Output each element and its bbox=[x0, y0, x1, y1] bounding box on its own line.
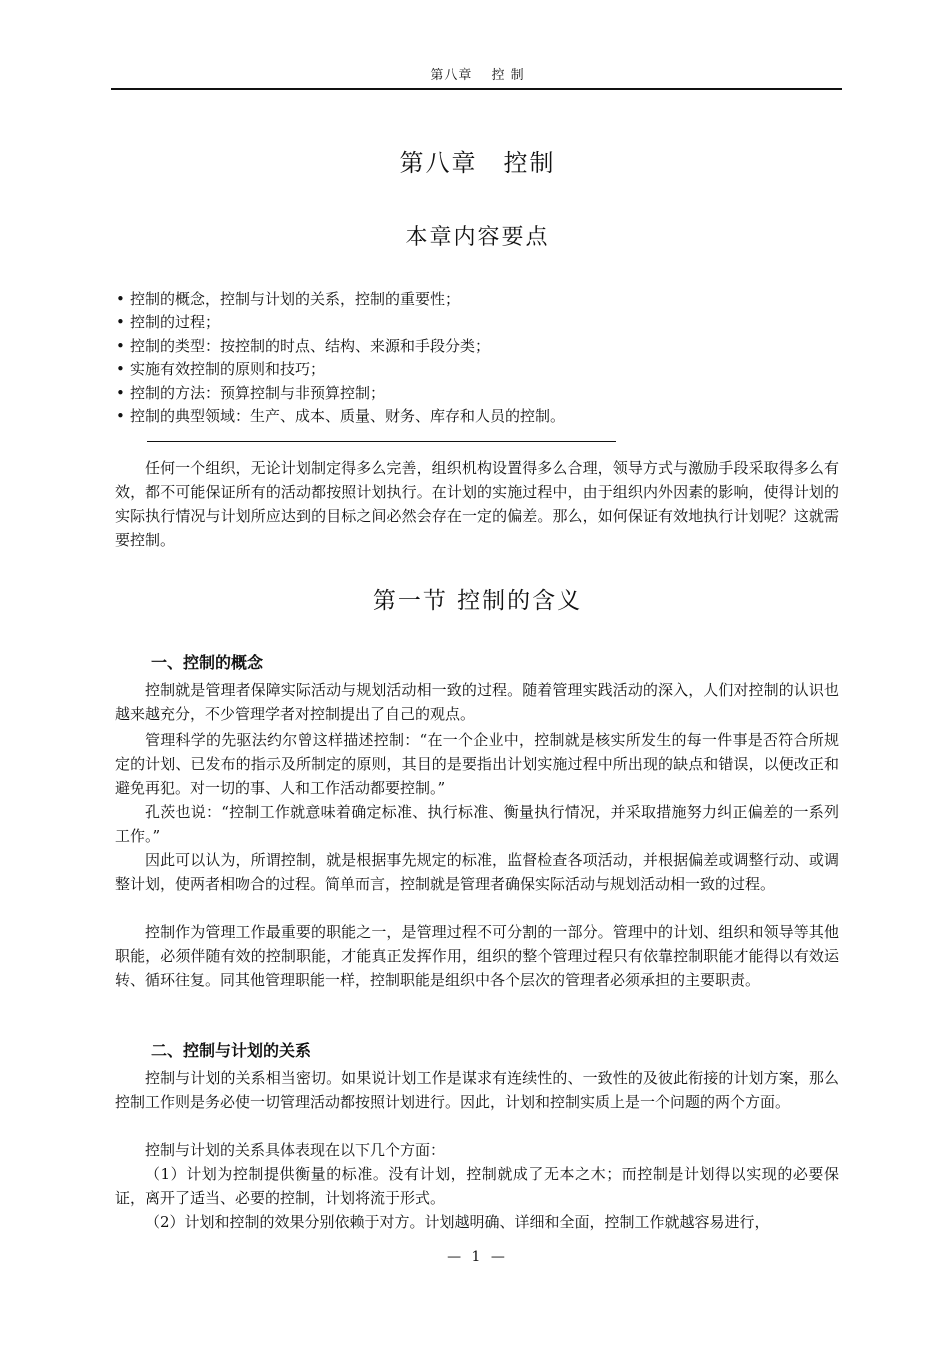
header-rule bbox=[111, 88, 842, 90]
subsection-heading-relation: 二、控制与计划的关系 bbox=[151, 1041, 312, 1060]
body-paragraph: 控制作为管理工作最重要的职能之一，是管理过程不可分割的一部分。管理中的计划、组织和领导等其他职能，必须伴随有效的控制职能，才能真正发挥作用，组织的整个管理过程只有依靠控制职能才能得以有效运转、循环往复。同其他管理职能一样，控制职能是组织中各个层次的管理者必须承担的主要职责。 bbox=[115, 923, 839, 989]
key-point-text: 实施有效控制的原则和技巧； bbox=[130, 360, 326, 379]
bullet-icon: • bbox=[116, 360, 125, 379]
key-point-item bbox=[116, 335, 836, 358]
key-point-text: 控制的方法：预算控制与非预算控制； bbox=[130, 383, 386, 402]
chapter-title: 第八章 控制 bbox=[399, 149, 556, 177]
bullet-icon: • bbox=[116, 336, 125, 355]
bullet-icon: • bbox=[116, 313, 125, 332]
body-paragraph: 控制与计划的关系具体表现在以下几个方面： bbox=[145, 1141, 446, 1159]
key-points-heading: 本章内容要点 bbox=[405, 225, 550, 250]
page-number: — 1 — bbox=[447, 1249, 508, 1265]
body-paragraph: 管理科学的先驱法约尔曾这样描述控制：“在一个企业中，控制就是核实所发生的每一件事是否符合所规定的计划、已发布的指示及所制定的原则，其目的是要指出计划实施过程中所出现的缺点和错误，以便改正和避免再犯。对一切的事、人和工作活动都要控制。” bbox=[115, 731, 839, 797]
key-point-text: 控制的概念，控制与计划的关系，控制的重要性； bbox=[130, 290, 461, 308]
key-point-item bbox=[116, 358, 836, 381]
bullet-icon: • bbox=[116, 406, 125, 425]
intro-paragraph: 任何一个组织，无论计划制定得多么完善，组织机构设置得多么合理，领导方式与激励手段采取得多么有效，都不可能保证所有的活动都按照计划执行。在计划的实施过程中，由于组织内外因素的影响，使得计划的实际执行情况与计划所应达到的目标之间必然会存在一定的偏差。那么，如何保证有效地执行计划呢？这就需要控制。 bbox=[115, 459, 839, 549]
key-point-text: 控制的典型领域：生产、成本、质量、财务、库存和人员的控制。 bbox=[130, 406, 566, 425]
body-paragraph: （1）计划为控制提供衡量的标准。没有计划，控制就成了无本之木；而控制是计划得以实现的必要保证，离开了适当、必要的控制，计划将流于形式。 bbox=[115, 1165, 839, 1207]
key-point-text: 控制的类型：按控制的时点、结构、来源和手段分类； bbox=[130, 336, 491, 355]
bullet-icon: • bbox=[116, 383, 125, 402]
body-paragraph: 控制就是管理者保障实际活动与规划活动相一致的过程。随着管理实践活动的深入，人们对控制的认识也越来越充分，不少管理学者对控制提出了自己的观点。 bbox=[115, 681, 839, 723]
subsection-heading-concept: 一、控制的概念 bbox=[151, 653, 264, 672]
body-paragraph: （2）计划和控制的效果分别依赖于对方。计划越明确、详细和全面，控制工作就越容易进行， bbox=[145, 1213, 770, 1231]
key-point-item bbox=[116, 288, 836, 311]
section-title: 第一节 控制的含义 bbox=[372, 588, 583, 614]
key-point-item bbox=[116, 405, 836, 428]
key-point-item bbox=[116, 311, 836, 334]
separator-rule bbox=[147, 441, 616, 442]
body-paragraph: 孔茨也说：“控制工作就意味着确定标准、执行标准、衡量执行情况，并采取措施努力纠正偏差的一系列工作。” bbox=[115, 803, 839, 845]
body-paragraph: 因此可以认为，所谓控制，就是根据事先规定的标准，监督检查各项活动，并根据偏差或调整行动、或调整计划，使两者相吻合的过程。简单而言，控制就是管理者确保实际活动与规划活动相一致的过程。 bbox=[115, 851, 839, 893]
body-paragraph: 控制与计划的关系相当密切。如果说计划工作是谋求有连续性的、一致性的及彼此衔接的计划方案，那么控制工作则是务必使一切管理活动都按照计划进行。因此，计划和控制实质上是一个问题的两个方面。 bbox=[115, 1069, 839, 1111]
running-header: 第八章 控 制 bbox=[430, 68, 525, 83]
key-point-item bbox=[116, 382, 836, 405]
key-point-text: 控制的过程； bbox=[130, 313, 221, 332]
key-points-list bbox=[116, 288, 836, 428]
bullet-icon: • bbox=[116, 290, 125, 308]
